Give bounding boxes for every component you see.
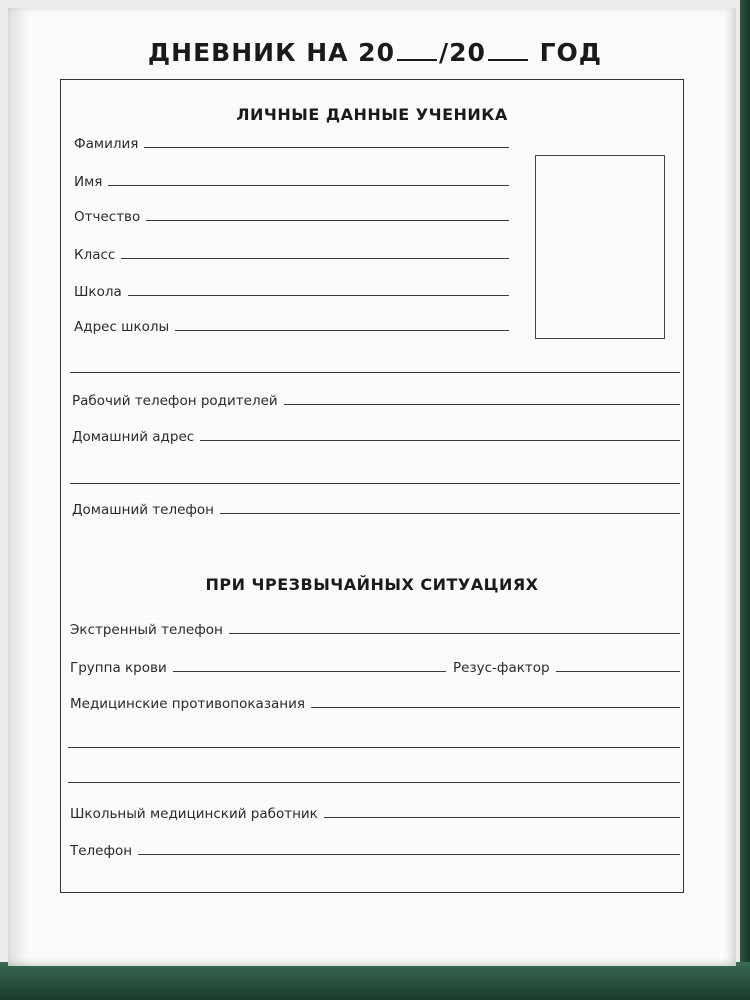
field-school-medic-line[interactable] — [324, 816, 680, 818]
field-parents-work-phone[interactable] — [72, 393, 680, 409]
field-school-label: Школа — [74, 284, 122, 300]
photo-box — [535, 155, 665, 339]
title-prefix: ДНЕВНИК НА 20 — [147, 38, 395, 67]
year-blank-1[interactable] — [397, 41, 437, 61]
field-name-line[interactable] — [108, 184, 509, 186]
field-emergency-phone[interactable] — [70, 622, 680, 638]
field-home-phone-label: Домашний телефон — [72, 502, 215, 518]
field-home-phone-line[interactable] — [220, 512, 680, 514]
field-home-address[interactable] — [72, 429, 680, 445]
year-blank-2[interactable] — [488, 41, 528, 61]
field-class[interactable] — [74, 247, 509, 263]
field-patronymic[interactable] — [74, 209, 509, 225]
field-surname[interactable] — [74, 136, 509, 152]
field-blood-group-line[interactable] — [173, 670, 446, 672]
field-rh-factor-label: Резус-фактор — [453, 660, 550, 676]
field-contraindications[interactable] — [70, 696, 680, 712]
field-contraindications-label: Медицинские противопоказания — [70, 696, 305, 712]
field-patronymic-label: Отчество — [74, 209, 141, 225]
field-patronymic-line[interactable] — [146, 219, 509, 221]
field-school[interactable] — [74, 284, 509, 300]
field-home-address-label: Домашний адрес — [72, 429, 195, 445]
field-emergency-phone-label: Экстренный телефон — [70, 622, 223, 638]
contraindications-extra-line-2[interactable] — [68, 782, 680, 783]
field-home-address-line[interactable] — [200, 439, 680, 441]
field-school-medic[interactable] — [70, 806, 680, 822]
home-address-extra-line[interactable] — [70, 483, 680, 484]
field-school-medic-label: Школьный медицинский работник — [70, 806, 318, 822]
field-surname-label: Фамилия — [74, 136, 139, 152]
field-surname-line[interactable] — [144, 146, 509, 148]
field-name-label: Имя — [74, 174, 103, 190]
field-contraindications-line[interactable] — [311, 706, 680, 708]
field-phone-line[interactable] — [138, 853, 680, 855]
field-blood-group[interactable] — [70, 660, 446, 676]
field-phone[interactable] — [70, 843, 680, 859]
field-school-address-line[interactable] — [175, 329, 509, 331]
field-rh-factor-line[interactable] — [556, 670, 680, 672]
field-rh-factor[interactable] — [453, 660, 680, 676]
cover-edge — [740, 0, 750, 1000]
section-emergency-heading: ПРИ ЧРЕЗВЫЧАЙНЫХ СИТУАЦИЯХ — [205, 575, 539, 594]
field-blood-group-label: Группа крови — [70, 660, 167, 676]
field-class-label: Класс — [74, 247, 116, 263]
field-parents-work-phone-line[interactable] — [284, 403, 680, 405]
cover-bottom — [0, 962, 750, 1000]
contraindications-extra-line-1[interactable] — [68, 747, 680, 748]
field-phone-label: Телефон — [70, 843, 133, 859]
field-parents-work-phone-label: Рабочий телефон родителей — [72, 393, 278, 409]
address-extra-line[interactable] — [70, 372, 680, 373]
field-home-phone[interactable] — [72, 502, 680, 518]
page-title — [0, 38, 750, 67]
spine-shadow — [8, 8, 30, 966]
field-emergency-phone-line[interactable] — [229, 632, 680, 634]
field-school-address[interactable] — [74, 319, 509, 335]
field-school-address-label: Адрес школы — [74, 319, 170, 335]
title-middle: /20 — [438, 38, 486, 67]
field-school-line[interactable] — [128, 294, 509, 296]
field-name[interactable] — [74, 174, 509, 190]
field-class-line[interactable] — [121, 257, 509, 259]
section-student-heading: ЛИЧНЫЕ ДАННЫЕ УЧЕНИКА — [236, 105, 508, 124]
title-suffix: ГОД — [539, 38, 603, 67]
